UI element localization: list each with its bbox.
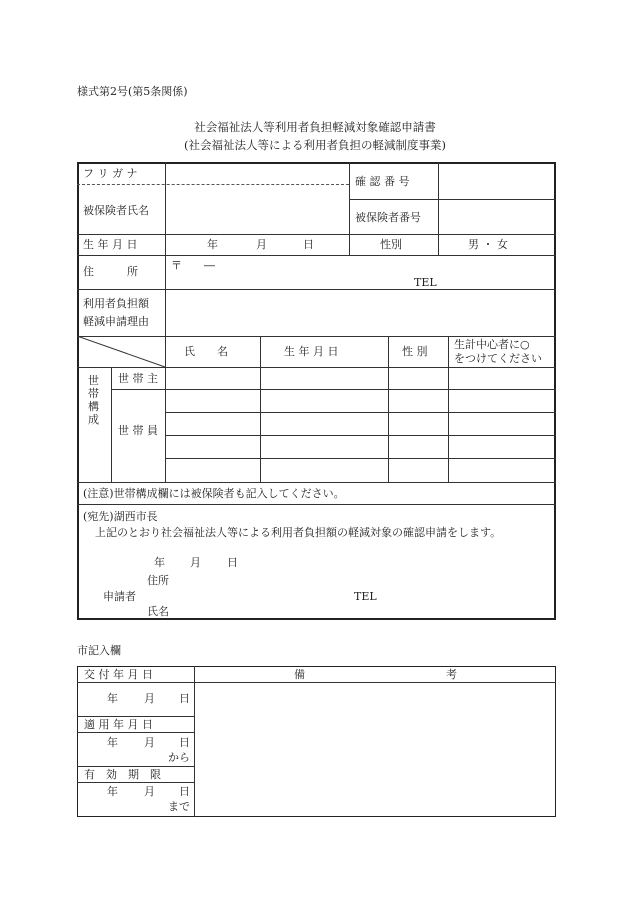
applicant-label: 申請者 [103,590,136,603]
birth-month-unit: 月 [256,238,267,251]
note-text: (注意)世帯構成欄には被保険者も記入してください。 [83,487,345,500]
applicant-tel-label: TEL [354,590,377,603]
furigana-label: フ リ ガ ナ [83,167,138,180]
birth-label: 生 年 月 日 [83,238,138,251]
household-member-label: 世 帯 員 [118,424,158,437]
form-title: 社会福祉法人等利用者負担軽減対象確認申請書 [194,120,436,134]
applicant-address-label: 住所 [147,574,169,587]
issue-day-unit: 日 [179,692,190,705]
postal-mark: 〒 ― [171,259,215,272]
apply-day-unit: 日 [179,736,190,749]
household-label-4: 成 [88,413,99,426]
main-form-table [77,162,556,620]
sex-options: 男 ・ 女 [468,238,508,251]
issue-month-unit: 月 [144,692,155,705]
insured-number-label: 被保険者番号 [355,211,421,224]
insured-name-label: 被保険者氏名 [83,204,149,217]
col-center-header-1: 生計中心者に○ [454,338,530,351]
valid-period-label: 有 効 期 限 [84,768,161,781]
date-month-unit: 月 [190,556,201,569]
issue-date-label: 交 付 年 月 日 [84,668,153,681]
col-name-header: 氏 名 [184,345,228,358]
birth-day-unit: 日 [303,238,314,251]
issue-year-unit: 年 [107,692,118,705]
apply-month-unit: 月 [144,736,155,749]
household-label-2: 帯 [88,387,99,400]
statement: 上記のとおり社会福祉法人等による利用者負担額の軽減対象の確認申請をします。 [95,526,502,539]
apply-year-unit: 年 [107,736,118,749]
valid-month-unit: 月 [144,785,155,798]
col-birth-header: 生 年 月 日 [284,345,339,358]
from-label: から [168,751,190,764]
confirm-number-label: 確 認 番 号 [355,175,410,188]
form-number: 様式第2号(第5条関係) [77,85,188,98]
form-subtitle: (社会福祉法人等による利用者負担の軽減制度事業) [184,138,446,152]
reason-label-2: 軽減申請理由 [83,315,149,328]
valid-year-unit: 年 [107,785,118,798]
address-label: 住 所 [83,265,138,278]
until-label: まで [168,800,190,813]
col-center-header-2: をつけてください [454,352,542,365]
address-tel-label: TEL [414,276,437,289]
apply-date-label: 適 用 年 月 日 [84,718,153,731]
city-section-title: 市記入欄 [77,644,121,657]
household-label-1: 世 [88,374,99,387]
birth-year-unit: 年 [207,238,218,251]
col-sex-header: 性 別 [402,345,428,358]
household-label-3: 構 [88,400,99,413]
remarks-label-2: 考 [446,668,457,681]
diagonal-line [77,336,166,368]
addressee: (宛先)湖西市長 [83,510,158,523]
date-year-unit: 年 [154,556,165,569]
applicant-name-label: 氏名 [147,605,169,618]
sex-label: 性別 [380,238,402,251]
date-day-unit: 日 [227,556,238,569]
valid-day-unit: 日 [179,785,190,798]
remarks-label-1: 備 [294,668,305,681]
household-head-label: 世 帯 主 [118,372,158,385]
reason-label-1: 利用者負担額 [83,297,149,310]
